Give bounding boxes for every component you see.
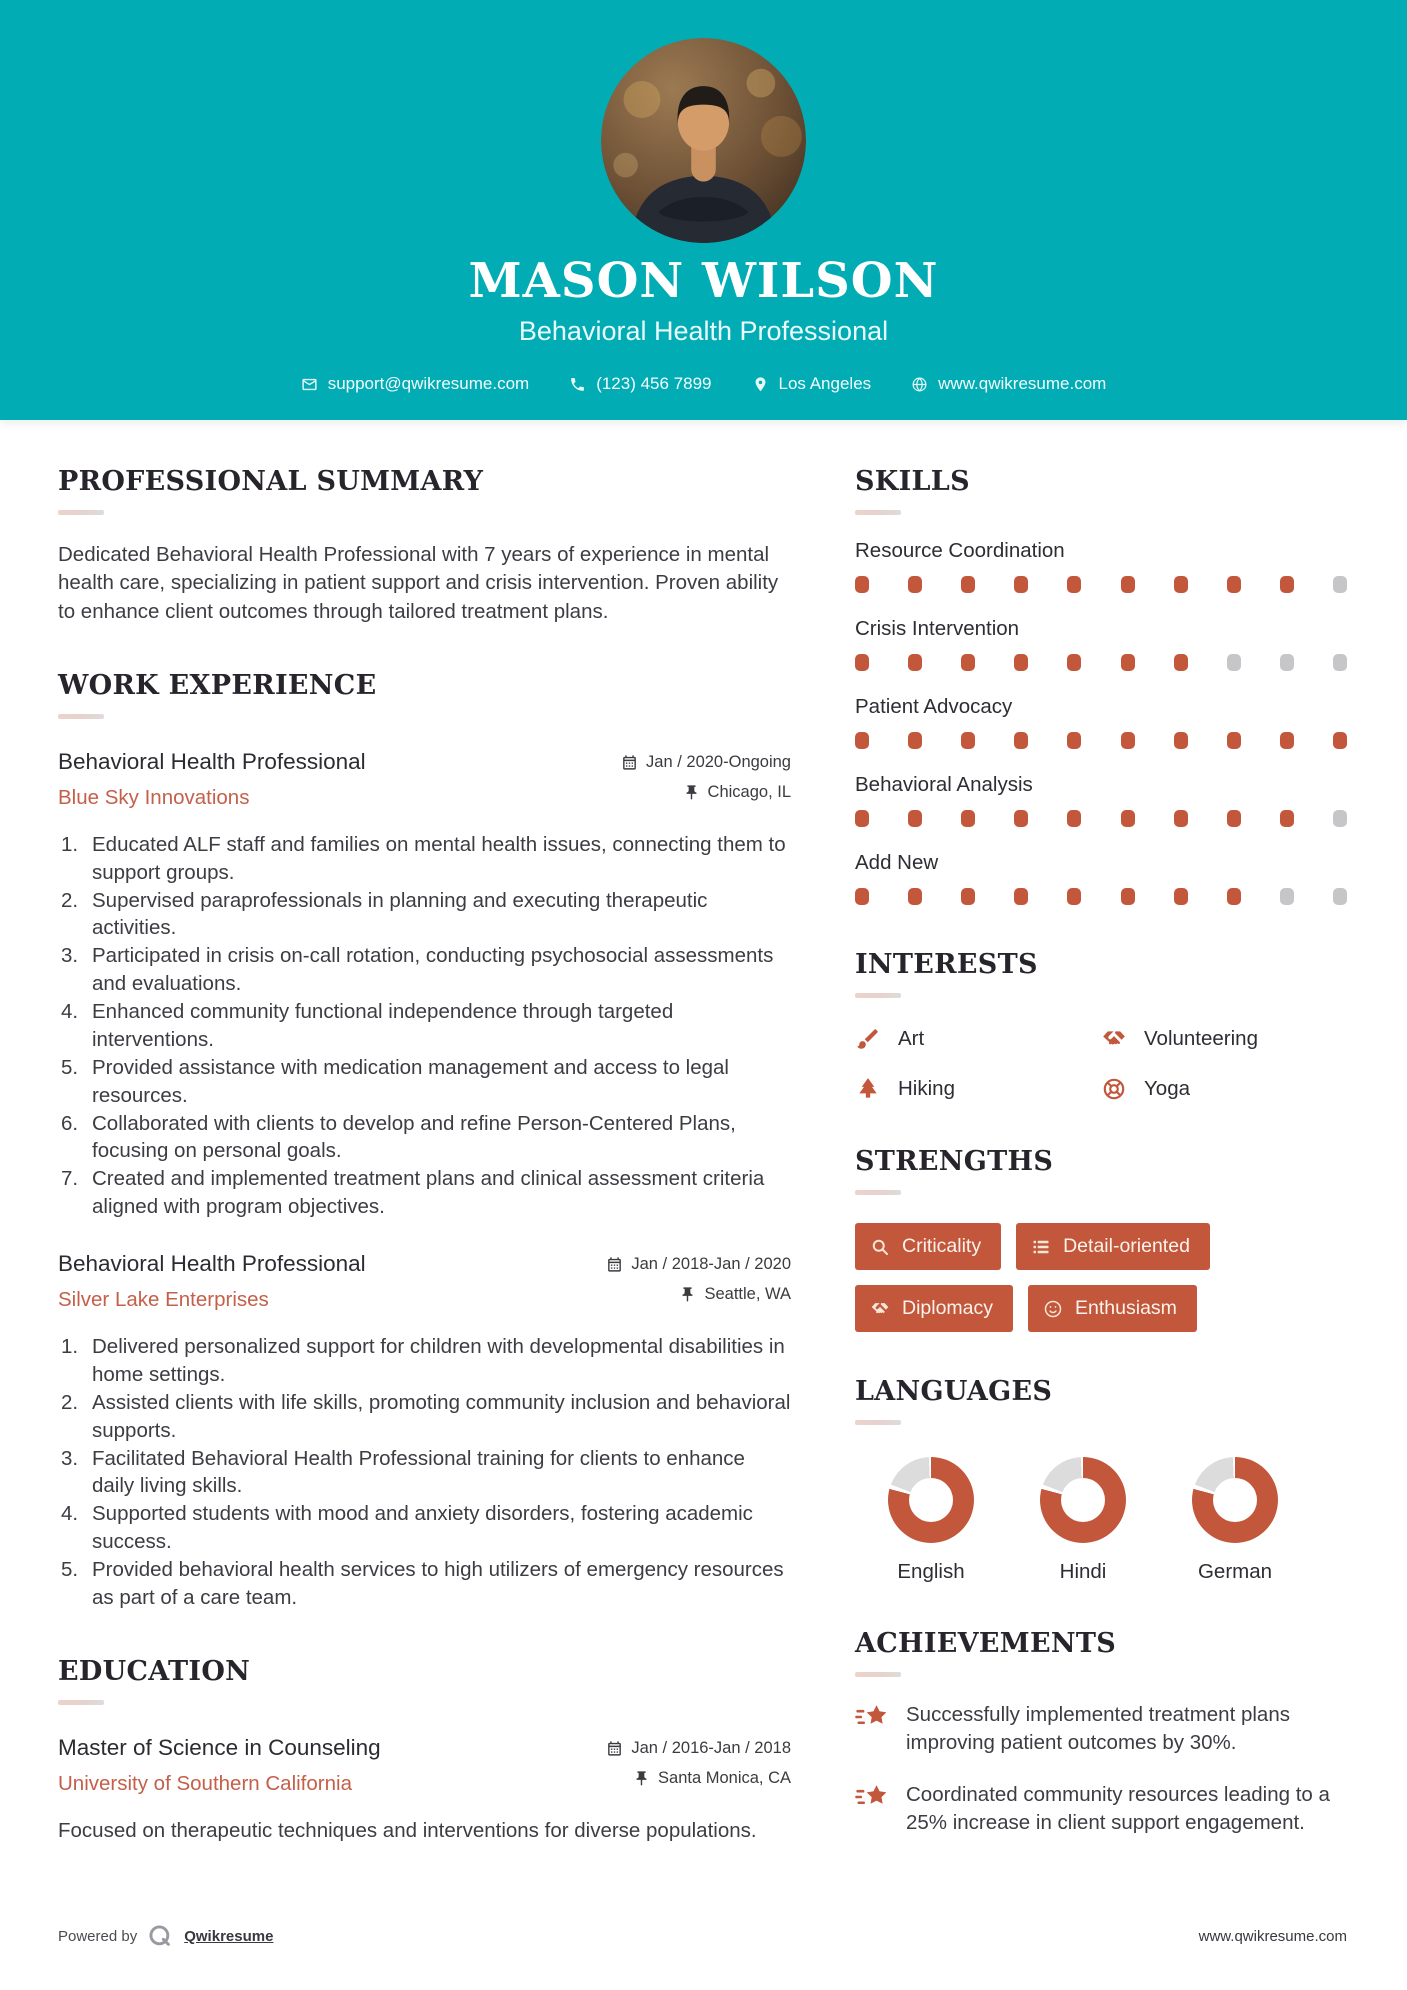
skill-rating (855, 810, 1347, 827)
school-name: University of Southern California (58, 1771, 352, 1795)
job-title: Behavioral Health Professional (58, 1251, 366, 1277)
rating-dot-filled (961, 810, 975, 827)
achievement-item (855, 1781, 1347, 1837)
handshake-icon (870, 1299, 890, 1319)
contact-phone[interactable] (569, 374, 711, 394)
rating-dot-filled (961, 576, 975, 593)
heading-underline (58, 510, 104, 515)
section-heading: INTERESTS (855, 949, 1038, 980)
heading-underline (855, 1420, 901, 1425)
rating-dot-filled (1121, 654, 1135, 671)
job-bullet: Provided assistance with medication management and access to legal resources. (92, 1055, 729, 1107)
rating-dot-filled (1280, 732, 1294, 749)
section-education (58, 1656, 791, 1845)
education-dates (606, 1739, 791, 1758)
contact-location-text: Los Angeles (778, 374, 872, 393)
contact-phone-text: (123) 456 7899 (596, 374, 712, 393)
rating-dot-empty (1333, 576, 1347, 593)
pushpin-icon (633, 1770, 650, 1787)
location-pin-icon (752, 376, 769, 393)
education-entry (58, 1735, 791, 1845)
rating-dot-filled (1121, 732, 1135, 749)
footer (0, 1895, 1407, 1990)
education-description: Focused on therapeutic techniques and interventions for diverse populations. (58, 1818, 757, 1842)
language-item (1159, 1457, 1311, 1584)
section-strengths (855, 1146, 1347, 1332)
globe-icon (911, 376, 928, 393)
section-heading: LANGUAGES (855, 1376, 1053, 1407)
rating-dot-filled (855, 810, 869, 827)
section-professional-summary (58, 466, 791, 626)
left-column (58, 466, 791, 1889)
handshake-icon (1101, 1026, 1127, 1052)
skill-label: Behavioral Analysis (855, 773, 1033, 796)
interest-item (1101, 1076, 1347, 1102)
job-bullet: Collaborated with clients to develop and refine Person-Centered Plans, focusing on personal goals. (92, 1111, 736, 1163)
rating-dot-filled (1174, 732, 1188, 749)
rating-dot-filled (1067, 654, 1081, 671)
rating-dot-filled (1067, 576, 1081, 593)
achievements-list (855, 1701, 1347, 1837)
skill-label: Crisis Intervention (855, 617, 1020, 640)
job-header-left (58, 749, 366, 810)
rating-dot-filled (1227, 576, 1241, 593)
section-heading: ACHIEVEMENTS (855, 1628, 1117, 1659)
interest-label: Yoga (1144, 1077, 1190, 1100)
language-donut (1040, 1457, 1126, 1543)
job-bullet: Enhanced community functional independence through targeted interventions. (92, 1000, 674, 1051)
rating-dot-filled (961, 732, 975, 749)
interest-label: Art (898, 1027, 925, 1050)
language-donut (1192, 1457, 1278, 1543)
language-label: English (897, 1560, 965, 1583)
rating-dot-empty (1280, 654, 1294, 671)
calendar-icon (621, 754, 638, 771)
job-list (58, 749, 791, 1612)
rating-dot-filled (908, 810, 922, 827)
pushpin-icon (683, 784, 700, 801)
list-icon (1031, 1237, 1051, 1257)
job-entry (58, 1251, 791, 1612)
section-heading: PROFESSIONAL SUMMARY (58, 466, 484, 497)
rating-dot-filled (1121, 810, 1135, 827)
rating-dot-empty (1333, 888, 1347, 905)
rating-dot-filled (1014, 810, 1028, 827)
rating-dot-filled (908, 654, 922, 671)
strength-chip (1016, 1223, 1210, 1270)
skill-row (855, 539, 1347, 593)
rating-dot-filled (1280, 810, 1294, 827)
skill-label: Resource Coordination (855, 539, 1065, 562)
rating-dot-filled (1333, 732, 1347, 749)
rating-dot-filled (1121, 888, 1135, 905)
job-location (606, 1285, 791, 1304)
powered-by-label: Powered by (58, 1928, 138, 1945)
contact-row (0, 374, 1407, 394)
education-dates-text: Jan / 2016-Jan / 2018 (631, 1738, 791, 1757)
person-name: MASON WILSON (468, 253, 939, 309)
strength-chip (855, 1223, 1001, 1270)
lifebuoy-icon (1101, 1076, 1127, 1102)
job-bullet: Delivered personalized support for children with developmental disabilities in home settings. (92, 1335, 785, 1386)
job-bullets (58, 831, 791, 1221)
skill-rating (855, 576, 1347, 593)
job-location-text: Chicago, IL (707, 782, 791, 801)
skill-label[interactable]: Add New (855, 851, 939, 874)
interest-item (1101, 1026, 1347, 1052)
job-location-text: Seattle, WA (704, 1285, 791, 1304)
contact-location (752, 374, 872, 394)
contact-website[interactable] (911, 374, 1106, 394)
paintbrush-icon (855, 1026, 881, 1052)
section-heading: STRENGTHS (855, 1146, 1054, 1177)
rating-dot-filled (1174, 654, 1188, 671)
section-languages (855, 1376, 1347, 1584)
person-title: Behavioral Health Professional (518, 316, 889, 346)
rating-dot-empty (1227, 654, 1241, 671)
interest-label: Hiking (898, 1077, 955, 1100)
contact-website-text: www.qwikresume.com (938, 374, 1107, 393)
education-location-text: Santa Monica, CA (658, 1768, 791, 1787)
magnifier-icon (870, 1237, 890, 1257)
rating-dot-filled (961, 654, 975, 671)
header (0, 0, 1407, 420)
skill-row (855, 773, 1347, 827)
job-bullet: Created and implemented treatment plans and clinical assessment criteria aligned with program objectives. (92, 1167, 765, 1219)
rating-dot-filled (1067, 732, 1081, 749)
rating-dot-filled (908, 576, 922, 593)
job-bullet: Facilitated Behavioral Health Professional training for clients to enhance daily living skills. (92, 1446, 745, 1498)
rating-dot-filled (1174, 576, 1188, 593)
strength-label: Enthusiasm (1075, 1297, 1177, 1319)
contact-email-text: support@qwikresume.com (327, 374, 530, 393)
shooting-star-icon (855, 1783, 890, 1813)
body-columns (0, 420, 1407, 1895)
job-header (58, 749, 791, 813)
strength-label: Detail-oriented (1063, 1235, 1190, 1257)
rating-dot-filled (1227, 888, 1241, 905)
job-bullet: Participated in crisis on-call rotation, conducting psychosocial assessments and evaluations. (92, 944, 774, 996)
heading-underline (58, 1700, 104, 1705)
rating-dot-filled (1014, 732, 1028, 749)
job-location (621, 783, 791, 802)
language-item (1007, 1457, 1159, 1584)
language-label: German (1197, 1560, 1273, 1583)
strength-chip (1028, 1285, 1197, 1332)
job-bullet: Supported students with mood and anxiety disorders, fostering academic success. (92, 1502, 753, 1554)
skill-rating (855, 888, 1347, 905)
rating-dot-filled (1014, 888, 1028, 905)
interest-item (855, 1076, 1101, 1102)
job-header-left (58, 1251, 366, 1312)
pushpin-icon (679, 1286, 696, 1303)
calendar-icon (606, 1740, 623, 1757)
skill-rating (855, 654, 1347, 671)
right-column (855, 466, 1347, 1881)
rating-dot-filled (1227, 810, 1241, 827)
envelope-icon (301, 376, 318, 393)
job-bullet: Assisted clients with life skills, promoting community inclusion and behavioral supports. (92, 1390, 791, 1442)
heading-underline (855, 993, 901, 998)
rating-dot-filled (908, 732, 922, 749)
footer-website: www.qwikresume.com (1198, 1928, 1347, 1945)
rating-dot-filled (961, 888, 975, 905)
skill-row (855, 617, 1347, 671)
job-company: Blue Sky Innovations (58, 785, 250, 809)
job-bullet: Provided behavioral health services to high utilizers of emergency resources as part of a care team. (92, 1558, 784, 1609)
job-bullets (58, 1333, 791, 1612)
job-meta (621, 753, 791, 813)
job-bullet: Educated ALF staff and families on mental health issues, connecting them to support groups. (92, 832, 786, 884)
degree-title: Master of Science in Counseling (58, 1734, 381, 1760)
skill-rating (855, 732, 1347, 749)
rating-dot-empty (1280, 888, 1294, 905)
skill-row (855, 695, 1347, 749)
rating-dot-empty (1333, 654, 1347, 671)
rating-dot-empty (1333, 810, 1347, 827)
strength-label: Diplomacy (902, 1297, 994, 1319)
rating-dot-filled (1014, 654, 1028, 671)
strengths-chips (855, 1223, 1347, 1332)
summary-text: Dedicated Behavioral Health Professional with 7 years of experience in mental health care, specializing in patient support and crisis intervention. Proven ability to enhance client outcomes through tailored treatment plans. (58, 543, 779, 623)
rating-dot-filled (1174, 888, 1188, 905)
profile-photo (601, 38, 806, 243)
heading-underline (58, 714, 104, 719)
footer-brand (58, 1923, 273, 1950)
rating-dot-filled (855, 654, 869, 671)
shooting-star-icon (855, 1703, 890, 1733)
job-title: Behavioral Health Professional (58, 748, 366, 774)
section-achievements (855, 1628, 1347, 1837)
rating-dot-filled (855, 732, 869, 749)
qwikresume-logo-icon (147, 1923, 174, 1950)
rating-dot-filled (1227, 732, 1241, 749)
job-company: Silver Lake Enterprises (58, 1288, 269, 1312)
heading-underline (855, 1672, 901, 1677)
contact-email[interactable] (301, 374, 530, 394)
strength-label: Criticality (902, 1235, 982, 1257)
achievement-text: Coordinated community resources leading to a 25% increase in client support engagement. (906, 1783, 1330, 1835)
rating-dot-filled (1067, 888, 1081, 905)
skill-row (855, 851, 1347, 905)
achievement-item (855, 1701, 1347, 1757)
language-donut (888, 1457, 974, 1543)
skills-list (855, 539, 1347, 905)
education-location (606, 1769, 791, 1788)
interests-grid (855, 1026, 1347, 1102)
interest-label: Volunteering (1144, 1027, 1258, 1050)
rating-dot-filled (855, 576, 869, 593)
achievement-text: Successfully implemented treatment plans improving patient outcomes by 30%. (906, 1703, 1290, 1755)
section-work-experience (58, 670, 791, 1612)
qwikresume-link[interactable]: Qwikresume (184, 1928, 274, 1945)
section-heading: WORK EXPERIENCE (58, 669, 377, 701)
tree-icon (855, 1076, 881, 1102)
languages-list (855, 1457, 1347, 1584)
rating-dot-filled (908, 888, 922, 905)
section-interests (855, 949, 1347, 1102)
job-header (58, 1251, 791, 1315)
phone-icon (569, 376, 586, 393)
skill-label: Patient Advocacy (855, 695, 1013, 718)
job-meta (606, 1255, 791, 1315)
rating-dot-filled (1280, 576, 1294, 593)
heading-underline (855, 510, 901, 515)
job-dates-text: Jan / 2018-Jan / 2020 (631, 1255, 791, 1274)
language-item (855, 1457, 1007, 1584)
section-skills (855, 466, 1347, 905)
interest-item (855, 1026, 1101, 1052)
rating-dot-filled (855, 888, 869, 905)
job-bullet: Supervised paraprofessionals in planning and executing therapeutic activities. (92, 888, 708, 940)
section-heading: EDUCATION (58, 1655, 251, 1687)
job-dates (621, 753, 791, 772)
job-entry (58, 749, 791, 1221)
rating-dot-filled (1121, 576, 1135, 593)
strength-chip (855, 1285, 1013, 1332)
smiley-icon (1043, 1299, 1063, 1319)
rating-dot-filled (1067, 810, 1081, 827)
rating-dot-filled (1174, 810, 1188, 827)
rating-dot-filled (1014, 576, 1028, 593)
language-label: Hindi (1059, 1560, 1107, 1583)
heading-underline (855, 1190, 901, 1195)
job-dates-text: Jan / 2020-Ongoing (646, 752, 791, 771)
section-heading: SKILLS (855, 466, 970, 497)
calendar-icon (606, 1256, 623, 1273)
job-dates (606, 1255, 791, 1274)
